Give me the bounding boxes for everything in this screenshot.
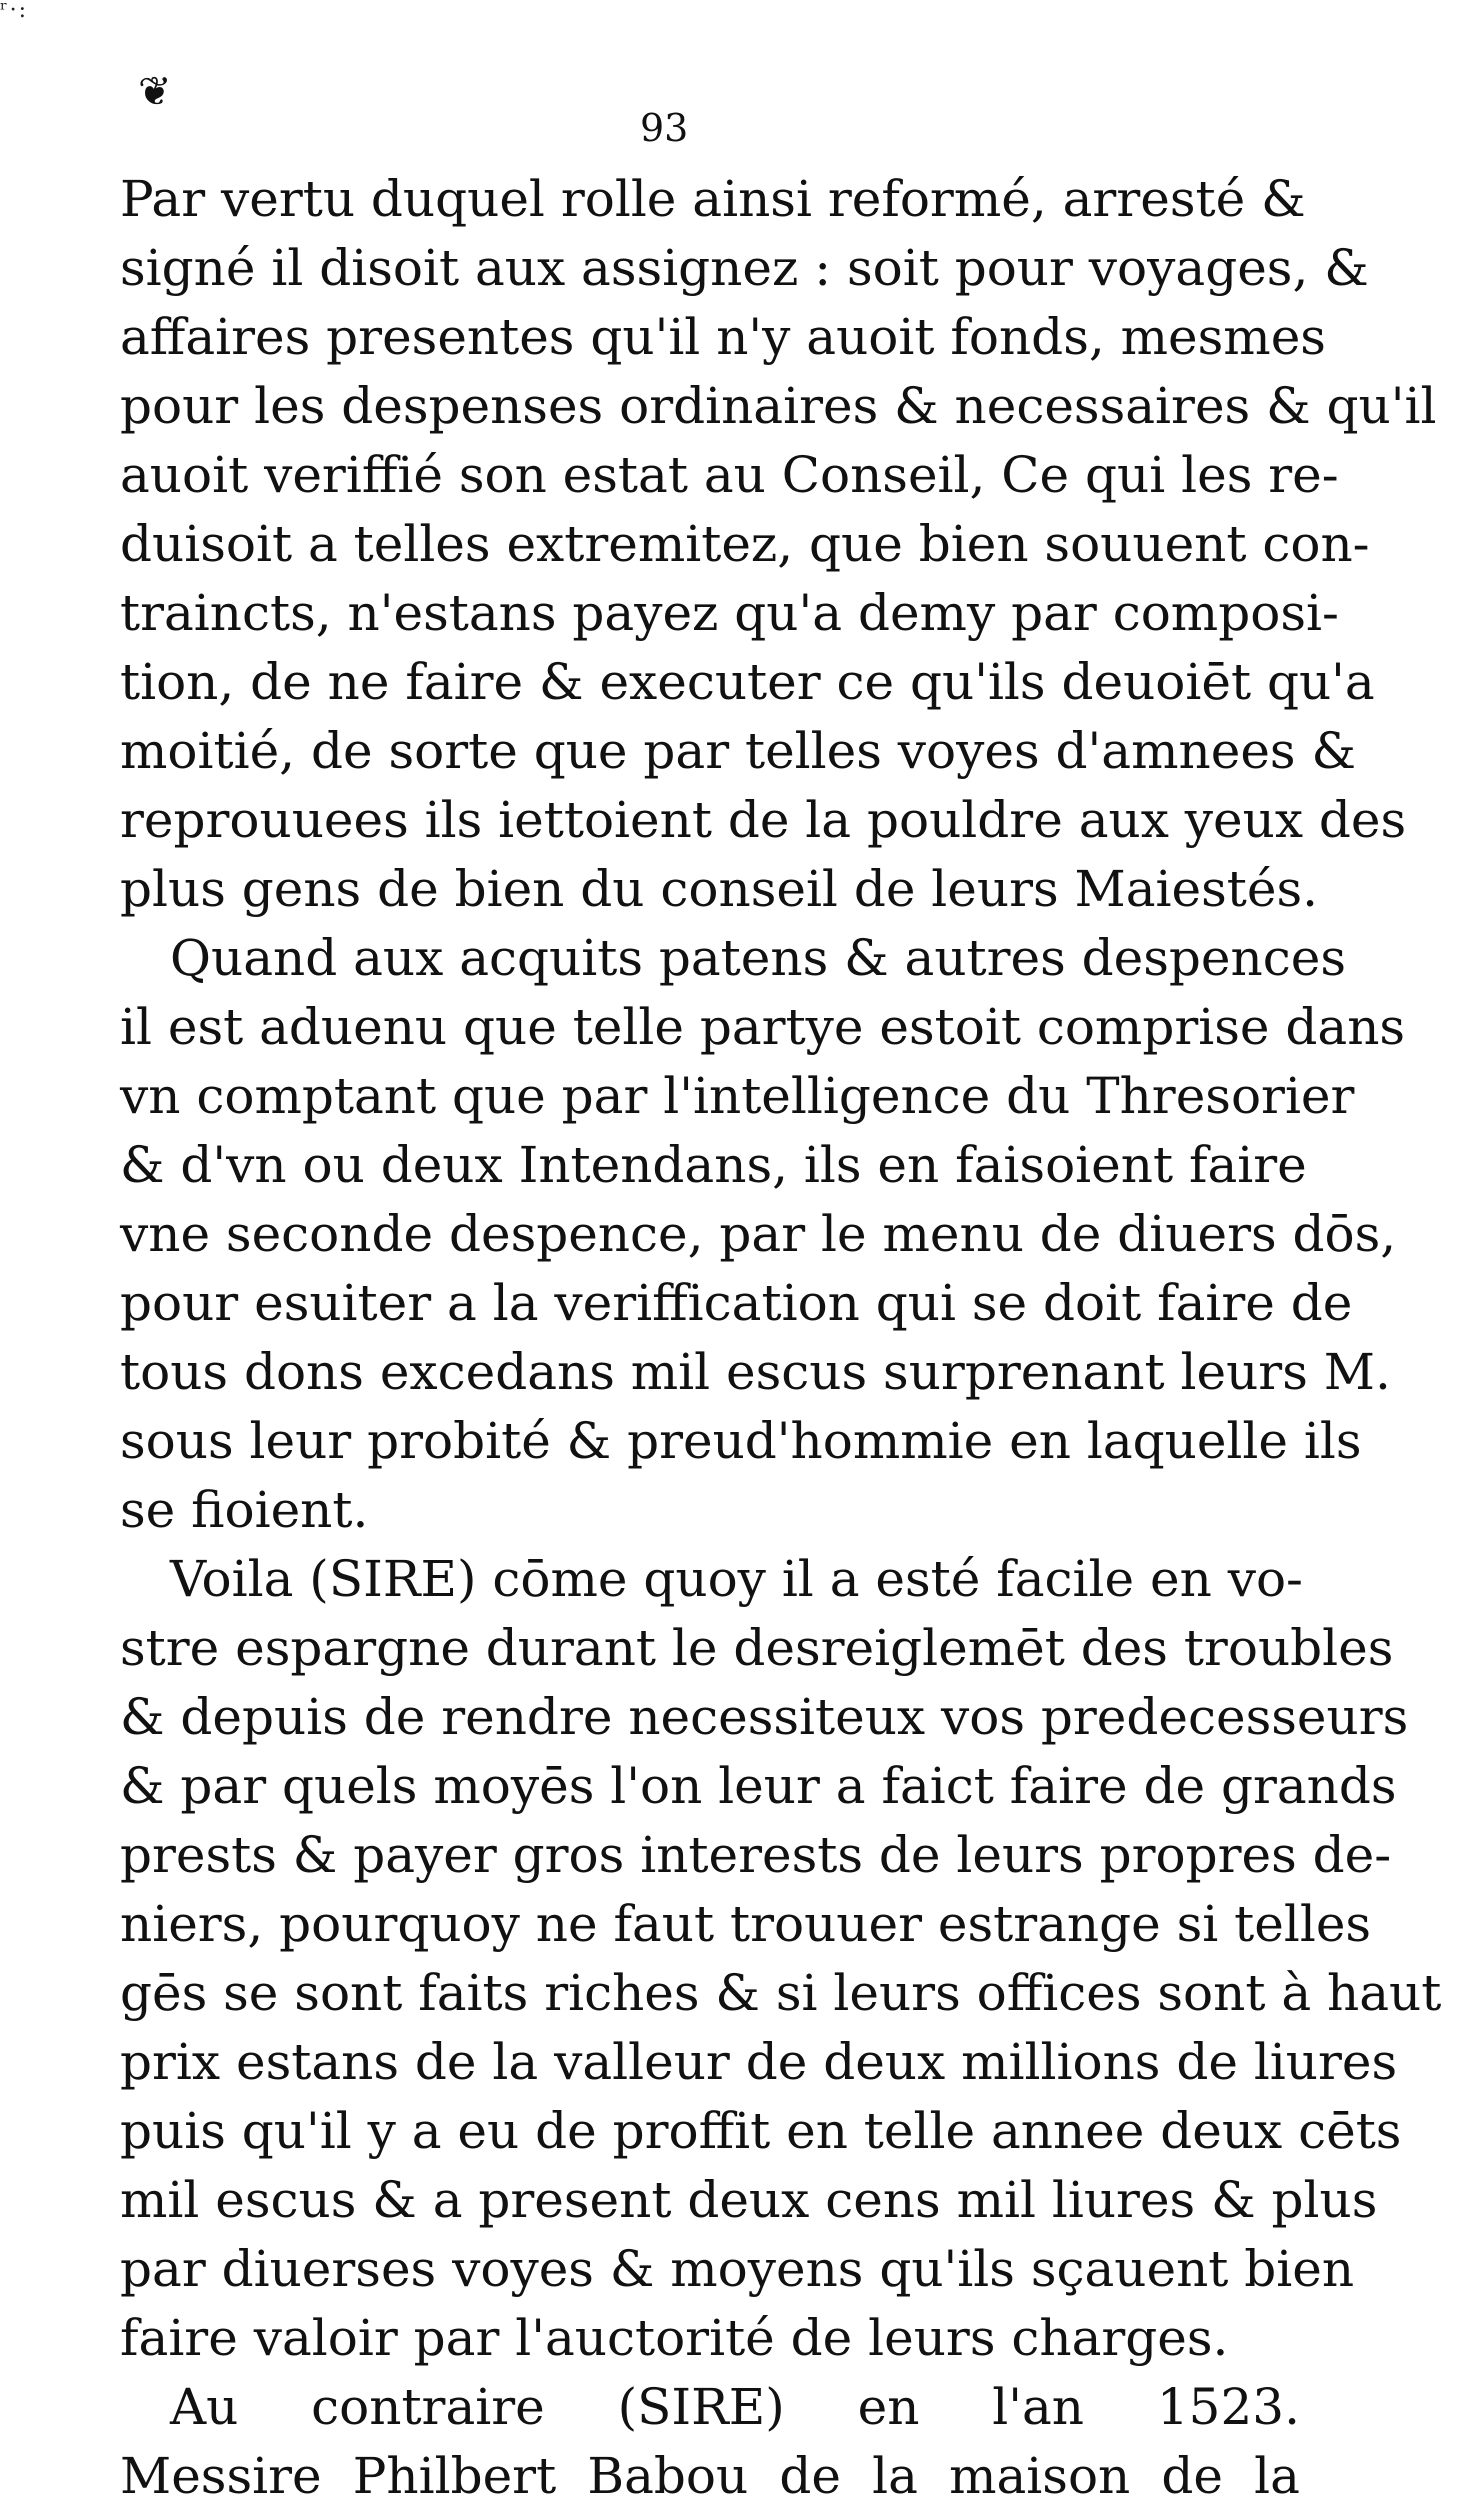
text-line: moitié, de sorte que par telles voyes d'amnees &	[120, 722, 1356, 780]
text-line: & d'vn ou deux Intendans, ils en faisoient faire	[120, 1136, 1307, 1194]
text-line: mil escus & a present deux cens mil liures & plus	[120, 2171, 1378, 2229]
text-line: il est aduenu que telle partye estoit comprise dans	[120, 998, 1406, 1056]
body-text	[120, 165, 1442, 2511]
text-line: Quand aux acquits patens & autres despences	[170, 929, 1346, 987]
page-number: 93	[640, 106, 689, 150]
ornament-icon: ❦	[138, 69, 172, 115]
text-line: faire valoir par l'auctorité de leurs charges.	[120, 2309, 1229, 2367]
text-line: tion, de ne faire & executer ce qu'ils deuoiēt qu'a	[120, 653, 1375, 711]
text-line: reprouuees ils iettoient de la pouldre aux yeux des	[120, 791, 1407, 849]
text-line: gēs se sont faits riches & si leurs offices sont à haut	[120, 1964, 1442, 2022]
text-line: niers, pourquoy ne faut trouuer estrange si telles	[120, 1895, 1372, 1953]
text-line: traincts, n'estans payez qu'a demy par composi-	[120, 584, 1339, 642]
text-line: plus gens de bien du conseil de leurs Maiestés.	[120, 860, 1319, 918]
corner-marks: ʳ·:	[0, 0, 29, 23]
text-line: tous dons excedans mil escus surprenant leurs M.	[120, 1343, 1391, 1401]
text-line: signé il disoit aux assignez : soit pour voyages, &	[120, 239, 1369, 297]
text-line: se fioient.	[120, 1481, 369, 1539]
text-line: & par quels moyēs l'on leur a faict faire de grands	[120, 1757, 1397, 1815]
text-line: duisoit a telles extremitez, que bien souuent con-	[120, 515, 1370, 573]
text-line: prix estans de la valleur de deux millions de liures	[120, 2033, 1398, 2091]
text-line: sous leur probité & preud'hommie en laquelle ils	[120, 1412, 1362, 1470]
text-line: vn comptant que par l'intelligence du Thresorier	[120, 1067, 1355, 1125]
text-line: puis qu'il y a eu de proffit en telle annee deux cēts	[120, 2102, 1402, 2160]
text-line: & depuis de rendre necessiteux vos predecesseurs	[120, 1688, 1409, 1746]
text-line: pour les despenses ordinaires & necessaires & qu'il	[120, 377, 1437, 435]
text-line: auoit veriffié son estat au Conseil, Ce qui les re-	[120, 446, 1339, 504]
text-line: Au contraire (SIRE) en l'an 1523.	[170, 2378, 1300, 2436]
text-line: Voila (SIRE) cōme quoy il a esté facile en vo-	[170, 1550, 1303, 1608]
text-line: par diuerses voyes & moyens qu'ils sçauent bien	[120, 2240, 1355, 2298]
text-line: stre espargne durant le desreiglemēt des troubles	[120, 1619, 1394, 1677]
text-line: affaires presentes qu'il n'y auoit fonds, mesmes	[120, 308, 1326, 366]
text-line: prests & payer gros interests de leurs propres de-	[120, 1826, 1392, 1884]
text-line: vne seconde despence, par le menu de diuers dōs,	[120, 1205, 1397, 1263]
text-line: pour esuiter a la veriffication qui se doit faire de	[120, 1274, 1353, 1332]
text-line: Par vertu duquel rolle ainsi reformé, arresté &	[120, 170, 1306, 228]
text-line: Messire Philbert Babou de la maison de la	[120, 2447, 1300, 2505]
